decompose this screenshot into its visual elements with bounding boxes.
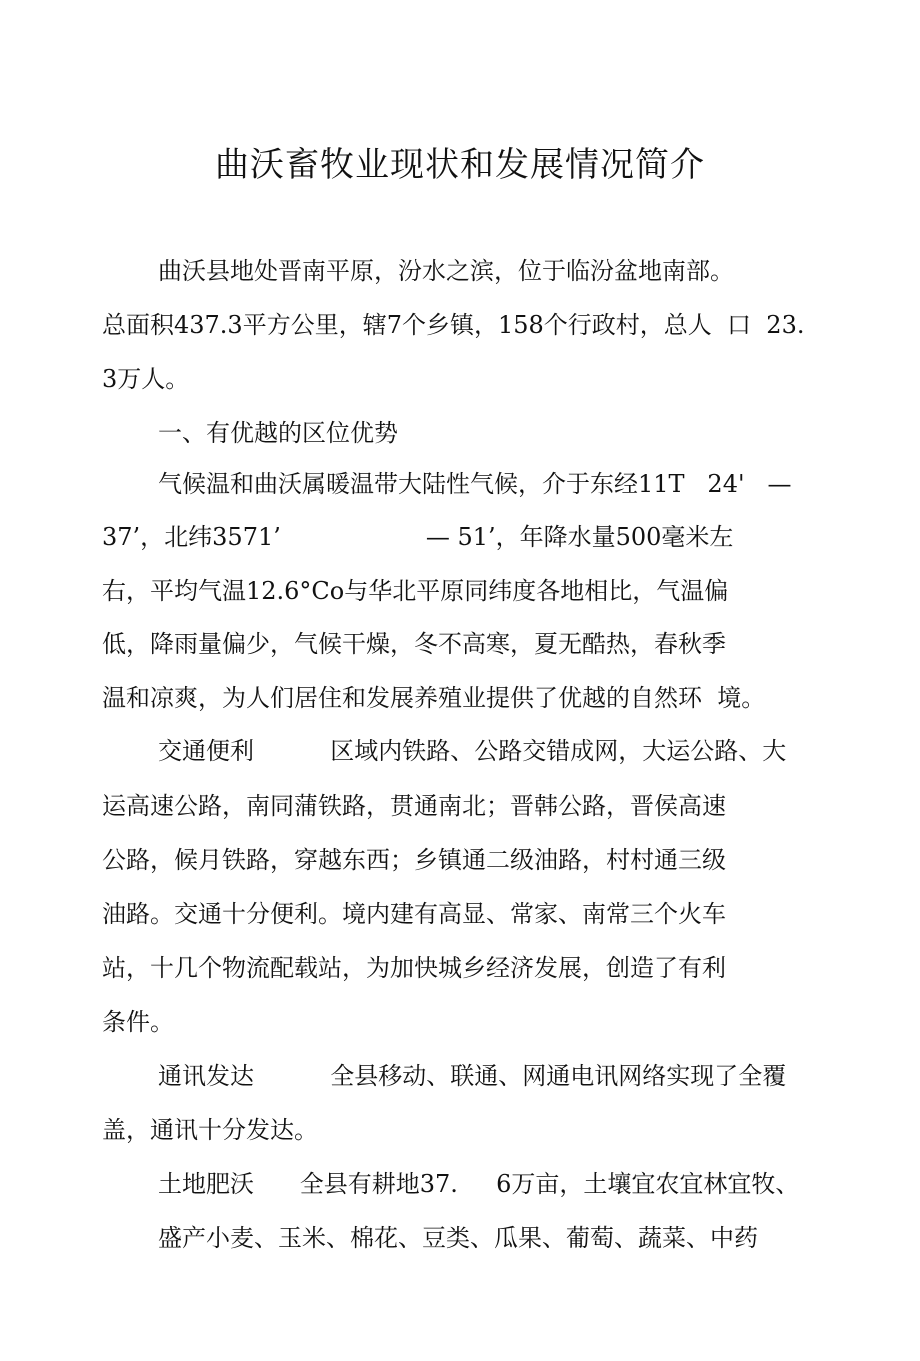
paragraph-line: 37’，北纬3571’ — 51’，年降水量500毫米左 <box>102 523 734 551</box>
paragraph-line: 右，平均气温12.6°Co与华北平原同纬度各地相比，气温偏 <box>102 577 729 605</box>
paragraph-line: 盖，通讯十分发达。 <box>102 1116 318 1144</box>
paragraph-line: 气候温和曲沃属暖温带大陆性气候，介于东经11T 24' — <box>158 470 792 498</box>
paragraph-line: 站，十几个物流配载站，为加快城乡经济发展，创造了有利 <box>102 954 726 982</box>
paragraph-line: 油路。交通十分便利。境内建有高显、常家、南常三个火车 <box>102 900 726 928</box>
paragraph-line: 3万人。 <box>102 365 190 393</box>
paragraph-line: 温和凉爽，为人们居住和发展养殖业提供了优越的自然环 境。 <box>102 684 766 712</box>
document-title: 曲沃畜牧业现状和发展情况简介 <box>215 145 705 185</box>
paragraph-line: 公路，候月铁路，穿越东西；乡镇通二级油路，村村通三级 <box>102 846 726 874</box>
paragraph-line: 条件。 <box>102 1008 174 1036</box>
paragraph-line: 通讯发达 全县移动、联通、网通电讯网络实现了全覆 <box>158 1062 787 1090</box>
paragraph-line: 盛产小麦、玉米、棉花、豆类、瓜果、葡萄、蔬菜、中药 <box>158 1224 758 1252</box>
paragraph-line: 总面积437.3平方公里，辖7个乡镇，158个行政村，总人 口 23. <box>102 311 805 339</box>
section-heading: 一、有优越的区位优势 <box>158 419 398 447</box>
paragraph-line: 运高速公路，南同蒲铁路，贯通南北；晋韩公路，晋侯高速 <box>102 792 726 820</box>
paragraph-line: 曲沃县地处晋南平原，汾水之滨，位于临汾盆地南部。 <box>158 257 734 285</box>
paragraph-line: 低，降雨量偏少，气候干燥，冬不高寒，夏无酷热，春秋季 <box>102 630 726 658</box>
paragraph-line: 交通便利 区域内铁路、公路交错成网，大运公路、大 <box>158 737 787 765</box>
paragraph-line: 土地肥沃 全县有耕地37. 6万亩，土壤宜农宜林宜牧、 <box>158 1170 800 1198</box>
